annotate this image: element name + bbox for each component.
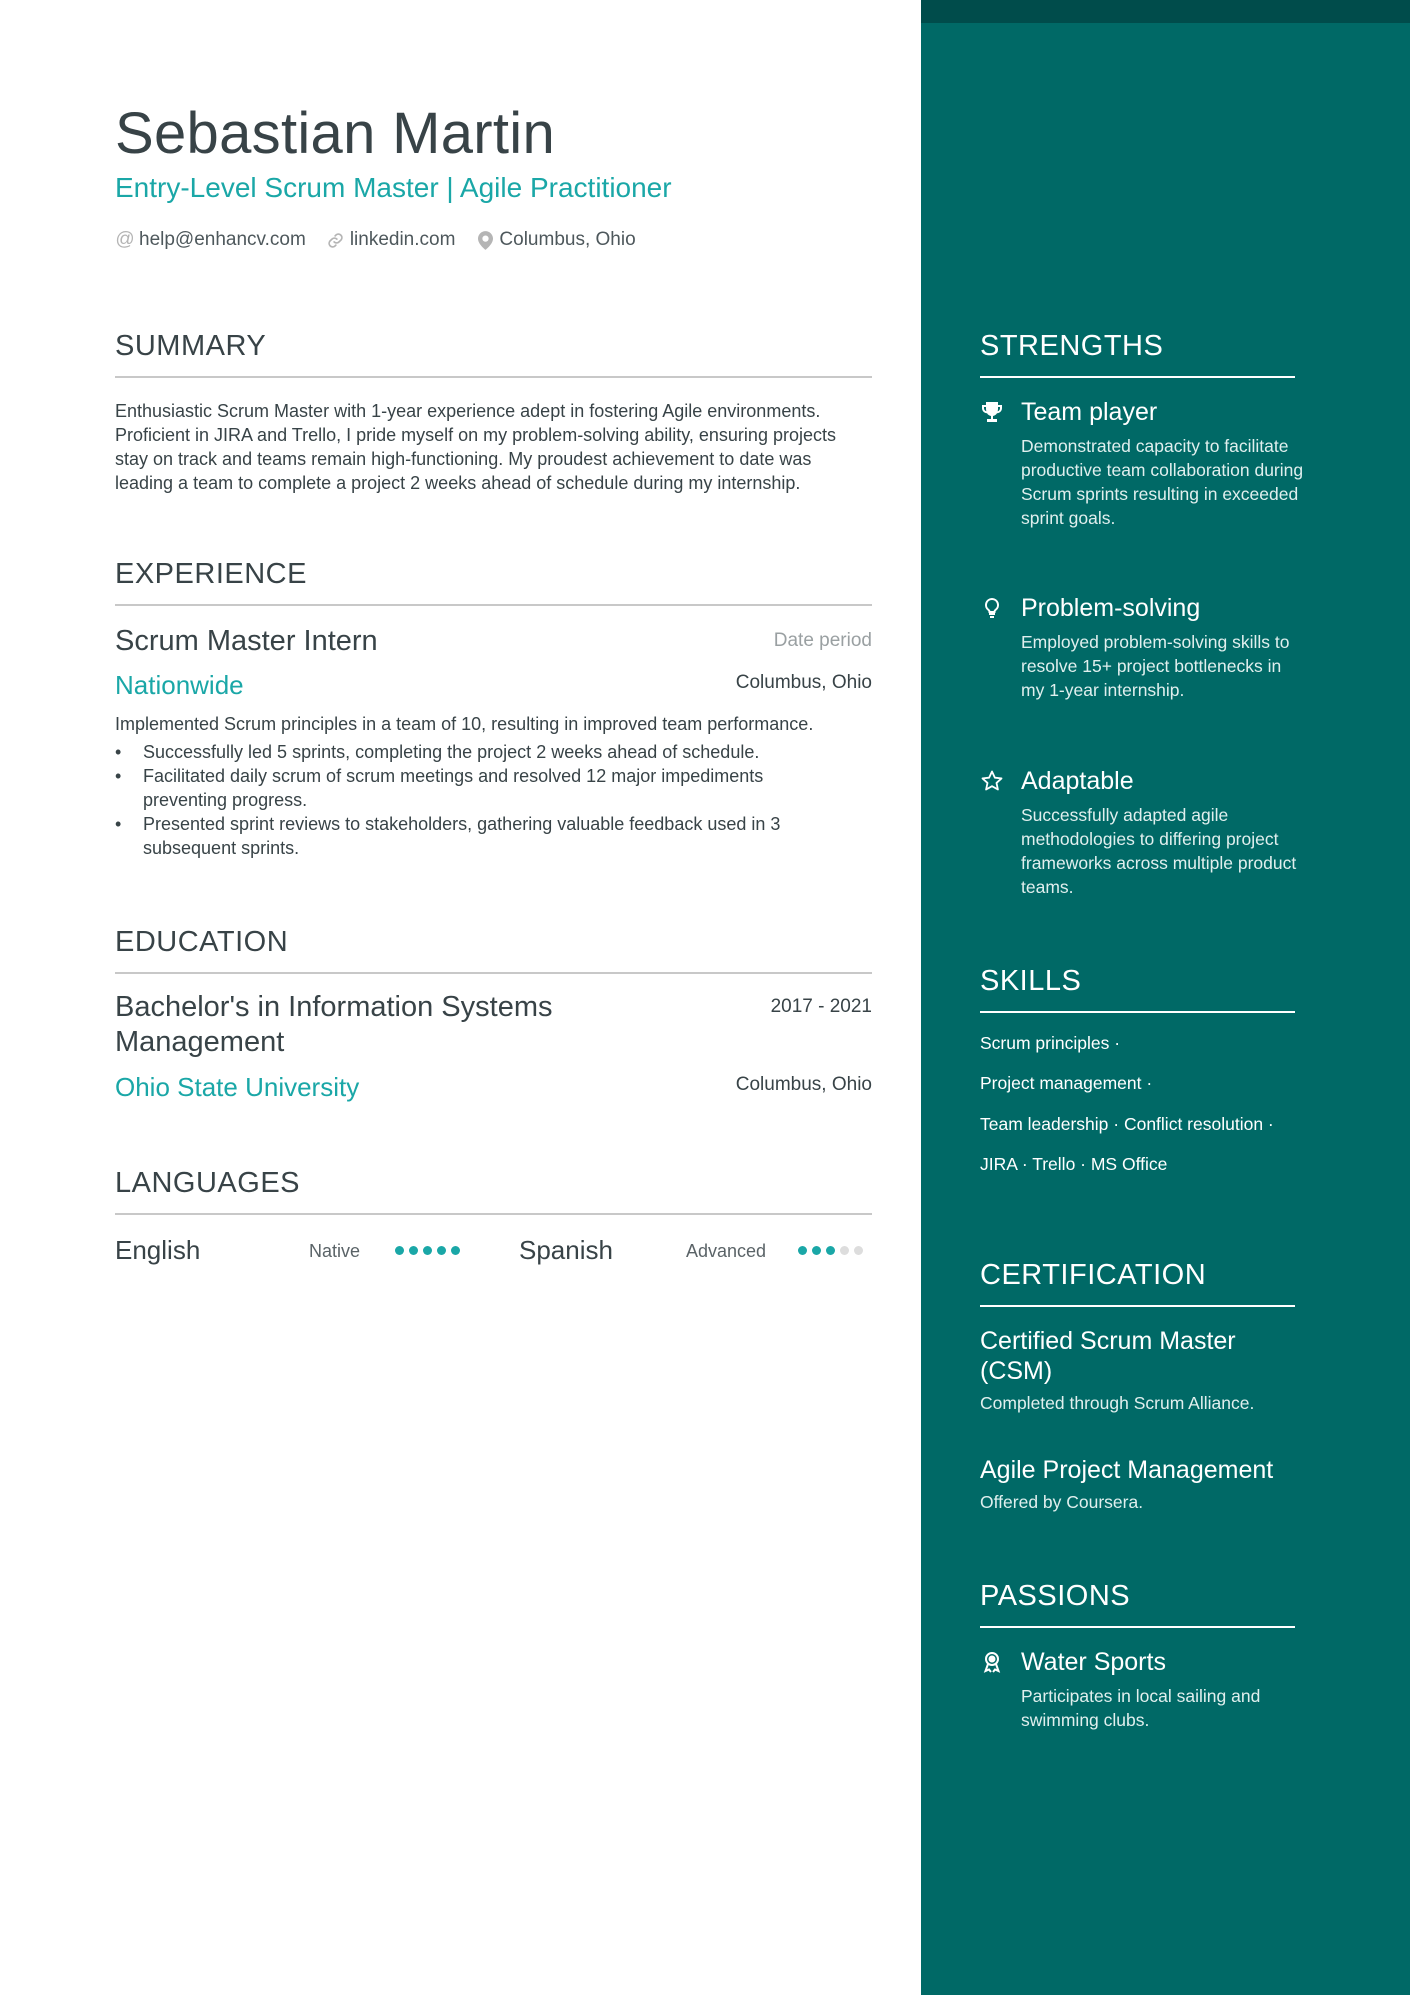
rating-dot-filled: [423, 1246, 432, 1255]
star-icon: [980, 769, 1004, 793]
skill-line: Scrum principles ·: [980, 1033, 1121, 1053]
strength-title: Problem-solving: [1021, 594, 1201, 622]
languages-list: [115, 1232, 872, 1272]
cert-title: Agile Project Management: [980, 1456, 1274, 1484]
passions-list: [980, 1648, 1295, 1748]
experience-heading: EXPERIENCE: [115, 558, 307, 590]
strength-description: Employed problem-solving skills to resolve 15+ project bottlenecks in my 1-year internship.: [1021, 632, 1290, 700]
certification-list: [980, 1326, 1295, 1526]
job-description: Implemented Scrum principles in a team of 10, resulting in improved team performance.: [115, 714, 814, 734]
experience-divider: [115, 604, 872, 606]
contact-location-text: Columbus, Ohio: [499, 229, 636, 250]
summary-heading: SUMMARY: [115, 330, 267, 362]
summary-section: [115, 328, 872, 495]
skill-line: Project management ·: [980, 1073, 1153, 1093]
languages-heading: LANGUAGES: [115, 1167, 300, 1199]
strength-description: Successfully adapted agile methodologies to differing project frameworks across multiple product teams.: [1021, 805, 1297, 897]
rating-dot-filled: [451, 1246, 460, 1255]
rating-dot-filled: [812, 1246, 821, 1255]
language-level: Native: [309, 1241, 361, 1261]
job-location: Columbus, Ohio: [735, 672, 872, 693]
skill-line: Team leadership · Conflict resolution ·: [980, 1114, 1274, 1134]
passion-description: Participates in local sailing and swimming clubs.: [1021, 1686, 1261, 1730]
sidebar: [921, 0, 1410, 1995]
certification-divider: [980, 1305, 1295, 1307]
language-rating: [395, 1246, 460, 1255]
link-icon: [326, 230, 346, 250]
rating-dot-filled: [395, 1246, 404, 1255]
degree-title: Bachelor's in Information Systems Management: [115, 991, 553, 1058]
rating-dot-filled: [409, 1246, 418, 1255]
job-bullet: • Presented sprint reviews to stakeholders, gathering valuable feedback used in 3 subsequent sprints.: [115, 812, 835, 860]
certification-section: [980, 1257, 1295, 1307]
certification-heading: CERTIFICATION: [980, 1259, 1207, 1291]
passions-section: [980, 1578, 1295, 1628]
candidate-title: Entry-Level Scrum Master | Agile Practitioner: [115, 172, 672, 203]
job-date: Date period: [773, 630, 872, 651]
strengths-heading: STRENGTHS: [980, 330, 1164, 362]
contact-email-text: help@enhancv.com: [139, 229, 306, 250]
strengths-divider: [980, 376, 1295, 378]
strengths-section: [980, 328, 1295, 378]
experience-item: [115, 620, 872, 870]
education-divider: [115, 972, 872, 974]
contact-location: [475, 229, 635, 251]
strength-description: Demonstrated capacity to facilitate productive team collaboration during Scrum sprints resulting in exceeded sprint goals.: [1021, 436, 1304, 528]
contact-email[interactable]: [115, 229, 306, 251]
skills-divider: [980, 1011, 1295, 1013]
job-role: Scrum Master Intern: [115, 625, 378, 657]
skill-line: JIRA · Trello · MS Office: [980, 1154, 1168, 1174]
passions-divider: [980, 1626, 1295, 1628]
summary-text: Enthusiastic Scrum Master with 1-year experience adept in fostering Agile environments. Proficient in JIRA and Trello, I pride myself on my problem-solving ability, ensuring projects stay on track and teams remain high-functioning. My proudest achievement to date was leading a team to complete a project 2 weeks ahead of schedule during my internship.: [115, 401, 836, 493]
trophy-icon: [980, 400, 1004, 424]
language-rating: [798, 1246, 863, 1255]
school-name[interactable]: Ohio State University: [115, 1072, 360, 1102]
award-icon: [980, 1650, 1004, 1674]
rating-dot-filled: [798, 1246, 807, 1255]
rating-dot-filled: [437, 1246, 446, 1255]
strength-title: Adaptable: [1021, 767, 1134, 795]
at-icon: @: [115, 229, 135, 250]
education-dates: 2017 - 2021: [770, 996, 872, 1017]
skills-list: [980, 1033, 1295, 1183]
language-name: English: [115, 1235, 201, 1265]
languages-divider: [115, 1213, 872, 1215]
job-bullets: [115, 740, 835, 860]
job-bullet: • Successfully led 5 sprints, completing the project 2 weeks ahead of schedule.: [115, 740, 835, 764]
language-name: Spanish: [519, 1235, 613, 1265]
skills-heading: SKILLS: [980, 965, 1082, 997]
school-location: Columbus, Ohio: [735, 1074, 872, 1095]
language-level: Advanced: [686, 1241, 767, 1261]
passion-title: Water Sports: [1021, 1648, 1166, 1676]
education-heading: EDUCATION: [115, 926, 289, 958]
location-pin-icon: [475, 230, 495, 250]
contact-bar: [115, 229, 656, 251]
rating-dot-empty: [854, 1246, 863, 1255]
sidebar-top-band: [921, 0, 1410, 23]
education-item: [115, 990, 872, 1110]
job-bullet: • Facilitated daily scrum of scrum meetings and resolved 12 major impediments preventing progress.: [115, 764, 835, 812]
cert-description: Completed through Scrum Alliance.: [980, 1393, 1255, 1413]
rating-dot-empty: [840, 1246, 849, 1255]
contact-linkedin[interactable]: [326, 229, 456, 251]
education-section: [115, 924, 872, 974]
passions-heading: PASSIONS: [980, 1580, 1131, 1612]
experience-section: [115, 556, 872, 606]
contact-linkedin-text: linkedin.com: [349, 229, 456, 250]
cert-description: Offered by Coursera.: [980, 1492, 1144, 1512]
cert-title: Certified Scrum Master (CSM): [980, 1327, 1236, 1385]
strength-title: Team player: [1021, 398, 1158, 426]
summary-divider: [115, 376, 872, 378]
lightbulb-icon: [980, 596, 1004, 620]
candidate-name: Sebastian Martin: [115, 101, 556, 166]
languages-section: [115, 1165, 872, 1215]
job-company[interactable]: Nationwide: [115, 670, 244, 700]
rating-dot-filled: [826, 1246, 835, 1255]
skills-section: [980, 963, 1295, 1013]
